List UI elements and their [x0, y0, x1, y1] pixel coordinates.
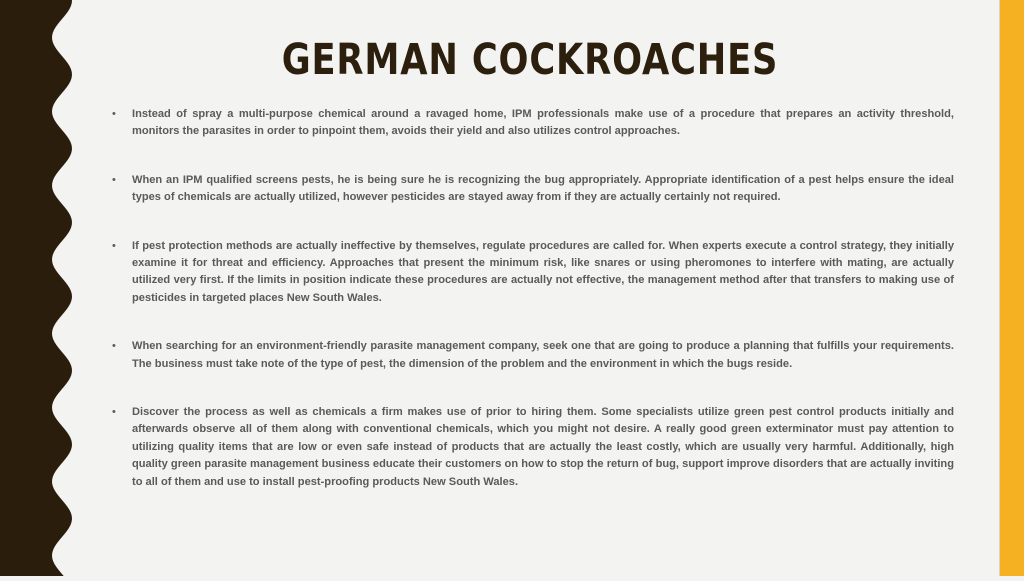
left-decorative-wave-band	[0, 0, 80, 576]
bullet-text: If pest protection methods are actually ineffective by themselves, regulate procedures are called for. When experts execute a control strategy, they initially examine it for threat and efficiency. Approaches that present the minimum risk, like snares or using pheromones to interfere with mating, are actually utilized very first. If the limits in position indicate these procedures are actually not effective, the management method after that transfers to making use of pesticides in targeted places New South Wales.	[132, 239, 954, 304]
right-accent-band	[1000, 0, 1024, 576]
bullet-dot-icon: •	[112, 340, 116, 353]
bullet-text: When an IPM qualified screens pests, he is being sure he is recognizing the bug appropriately. Appropriate identification of a pest helps ensure the ideal types of chemicals are actually utilized, however pesticides are stayed away from if they are actually certainly not required.	[132, 173, 954, 204]
bullet-dot-icon: •	[112, 406, 116, 419]
bullet-text: When searching for an environment-friendly parasite management company, seek one that are going to produce a planning that fulfills your requirements. The business must take note of the type of pest, the dimension of the problem and the environment in which the bugs reside.	[132, 340, 954, 370]
bullet-item	[110, 404, 954, 491]
bullet-dot-icon: •	[112, 239, 116, 252]
bullet-text: Instead of spray a multi-purpose chemical around a ravaged home, IPM professionals make use of a procedure that prepares an activity threshold, monitors the parasites in order to pinpoint them, avoids their yield and also utilizes control approaches.	[132, 108, 954, 138]
bullet-item	[110, 238, 954, 308]
bullet-dot-icon: •	[112, 108, 116, 120]
bullet-item	[110, 338, 954, 373]
bullet-item	[110, 172, 954, 207]
bullet-dot-icon: •	[112, 173, 116, 186]
bullet-text: Discover the process as well as chemicals a firm makes use of prior to hiring them. Some specialists utilize green pest control products initially and afterwards observe all of them along with conventional chemicals, which you might not desire. A really good green exterminator must pay attention to utilizing quality items that are low or even safe instead of products that are actually the least costly, which are usually very harmful. Additionally, high quality green parasite management business educate their customers on how to stop the return of bug, support improve disorders that are actually inviting to all of them and use to install pest-proofing products New South Wales.	[132, 406, 954, 488]
bullet-list	[110, 106, 954, 522]
slide-title: GERMAN COCKROACHES	[281, 35, 779, 85]
bullet-item	[110, 106, 954, 141]
wave-shape	[0, 0, 80, 576]
